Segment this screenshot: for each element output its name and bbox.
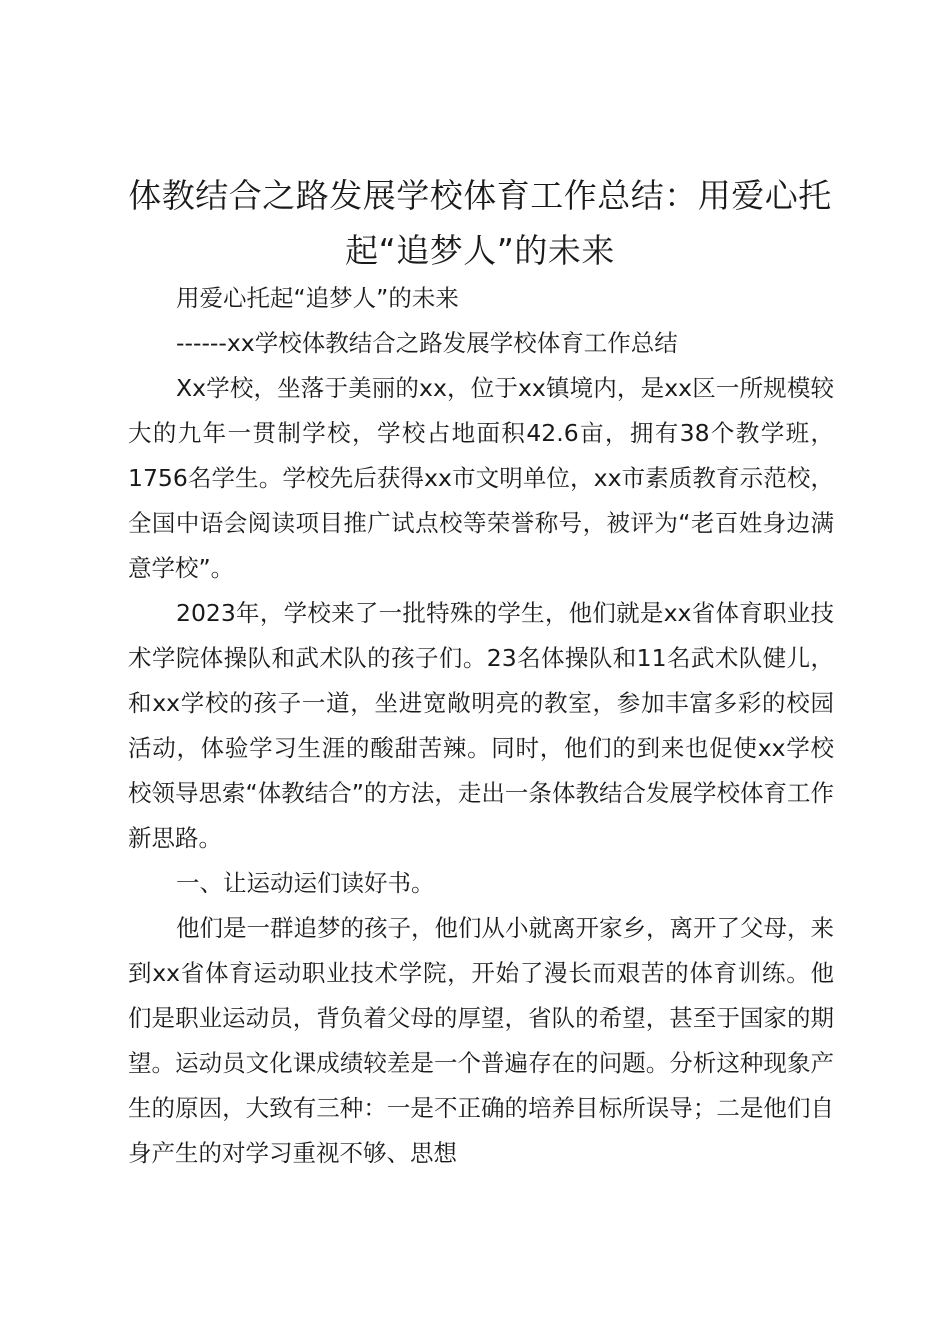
body-paragraph: 他们是一群追梦的孩子，他们从小就离开家乡，离开了父母，来到xx省体育运动职业技术学院，开始了漫长而艰苦的体育训练。他们是职业运动员，背负着父母的厚望，省队的希望，甚至于国家的期望。运动员文化课成绩较差是一个普遍存在的问题。分析这种现象产生的原因，大致有三种：一是不正确的培养目标所误导；二是他们自身产生的对学习重视不够、思想 xyxy=(128,914,834,1167)
document-body xyxy=(128,276,834,1176)
body-paragraph: Xx学校，坐落于美丽的xx，位于xx镇境内，是xx区一所规模较大的九年一贯制学校，学校占地面积42.6亩，拥有38个教学班，1756名学生。学校先后获得xx市文明单位，xx市素质教育示范校，全国中语会阅读项目推广试点校等荣誉称号，被评为“老百姓身边满意学校”。 xyxy=(128,374,834,582)
document-title: 体教结合之路发展学校体育工作总结：用爱心托起“追梦人”的未来 xyxy=(128,176,832,270)
byline-paragraph: ------xx学校体教结合之路发展学校体育工作总结 xyxy=(176,329,678,357)
body-paragraph: 2023年，学校来了一批特殊的学生，他们就是xx省体育职业技术学院体操队和武术队的孩子们。23名体操队和11名武术队健儿，和xx学校的孩子一道，坐进宽敞明亮的教室，参加丰富多彩的校园活动，体验学习生涯的酸甜苦辣。同时，他们的到来也促使xx学校校领导思索“体教结合”的方法，走出一条体教结合发展学校体育工作新思路。 xyxy=(128,599,834,852)
subtitle-paragraph: 用爱心托起“追梦人”的未来 xyxy=(176,284,459,312)
section-heading: 一、让运动运们读好书。 xyxy=(176,869,435,897)
